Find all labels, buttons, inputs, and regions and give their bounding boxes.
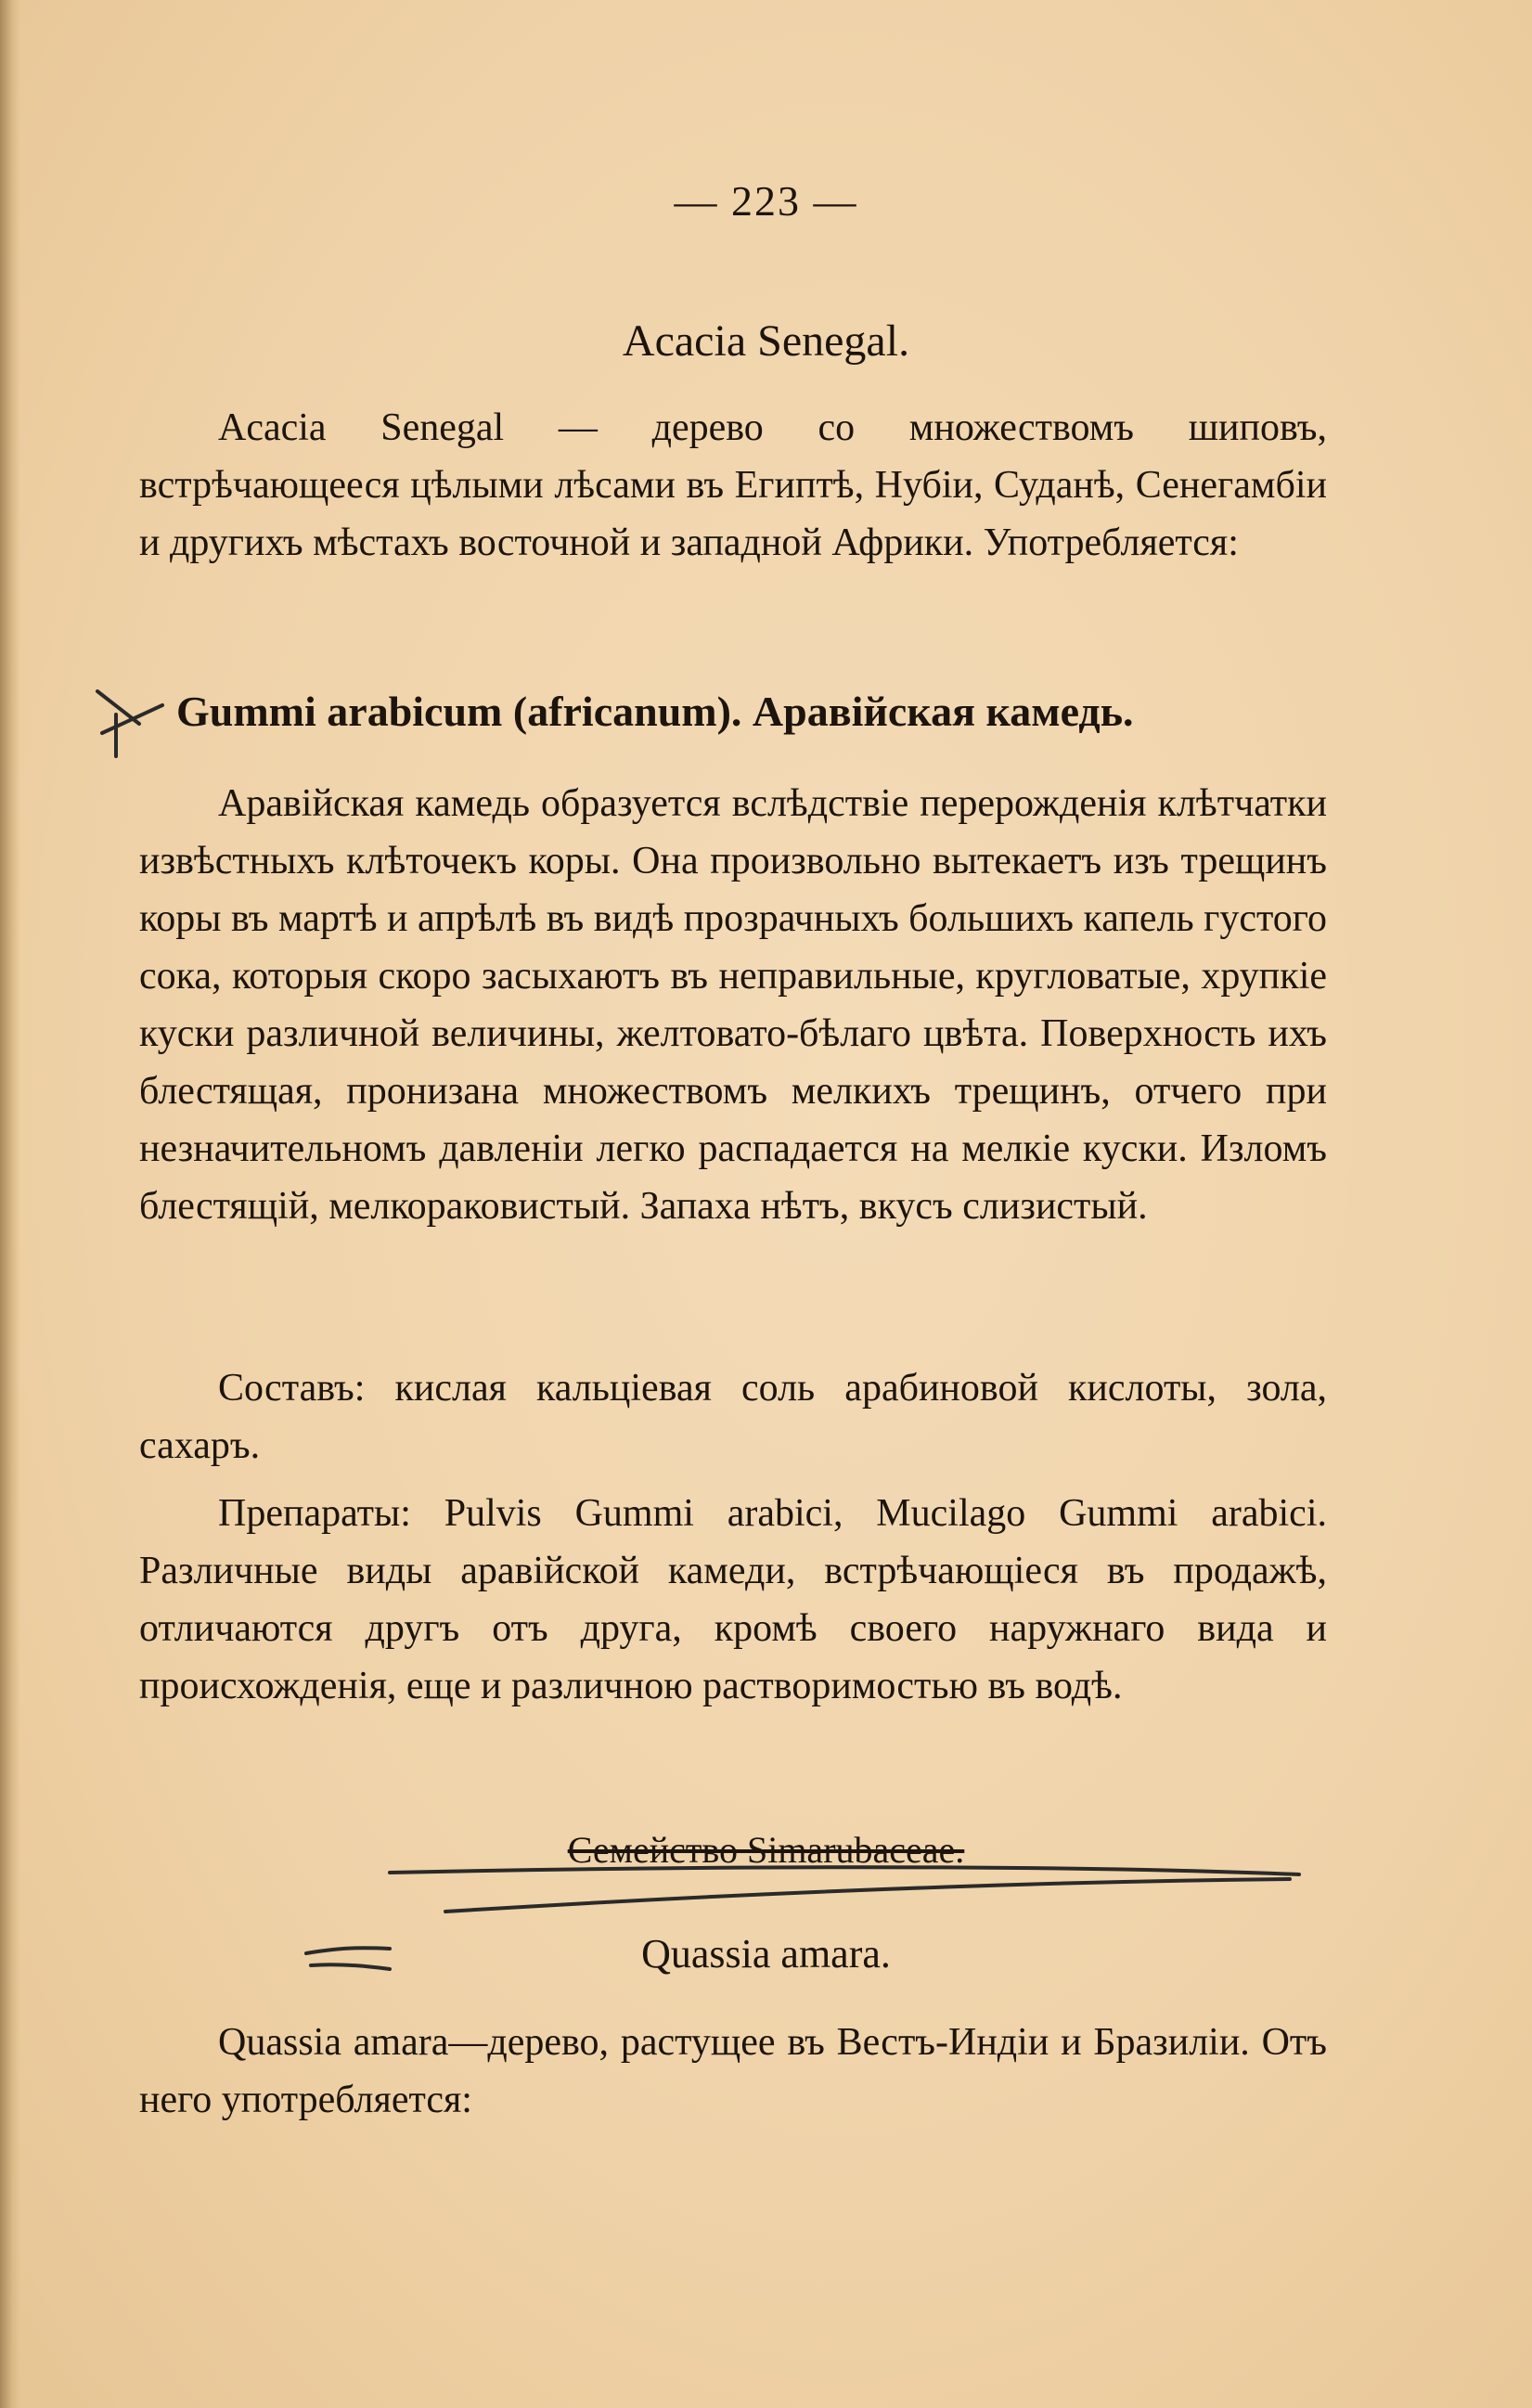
pencil-arrow-stroke-lower <box>311 1964 390 1969</box>
gum-description-text: Аравійская камедь образуется вслѣдствіе перерожденія клѣтчатки извѣстныхъ клѣточекъ коры. Она произвольно вытекаетъ изъ трещинъ коры въ мартѣ и апрѣлѣ въ видѣ прозрачныхъ большихъ капель густого сока, которыя скоро засыхаютъ въ неправильные, кругловатые, хрупкіе куски различной величины, желтовато-бѣлаго цвѣта. Поверхность ихъ блестящая, пронизана множествомъ мелкихъ трещинъ, отчего при незначительномъ давленіи легко распадается на мелкіе куски. Изломъ блестящій, мелкораковистый. Запаха нѣтъ, вкусъ слизистый. <box>139 782 1327 1228</box>
gum-arabic-title: Gummi arabicum (africanum). Аравійская камедь. <box>176 688 1134 735</box>
pencil-cross-mark <box>102 705 162 733</box>
section-title-quassia: Quassia amara. <box>641 1931 891 1977</box>
gum-preparations-text: Препараты: Pulvis Gummi arabici, Mucilago Gummi arabici. Различные виды аравійской камеди, встрѣчающіеся въ продажѣ, отличаются другъ отъ друга, кромѣ своего наружнаго вида и происхожденія, еще и различною растворимостью въ водѣ. <box>139 1492 1327 1707</box>
pencil-curve <box>445 1879 1290 1912</box>
quassia-intro-text: Quassia amara—дерево, растущее въ Вестъ-Индіи и Бразиліи. Отъ него употребляется: <box>139 2021 1327 2121</box>
gum-composition-text: Составъ: кислая кальціевая соль арабиновой кислоты, зола, сахаръ. <box>139 1367 1327 1467</box>
pencil-arrow-stroke <box>306 1948 390 1953</box>
pencil-underline <box>390 1867 1299 1874</box>
page-number: — 223 — <box>674 177 858 225</box>
section-title-acacia: Acacia Senegal. <box>622 316 910 366</box>
family-title-text: Семейство Simarubaceae. <box>567 1829 965 1871</box>
acacia-intro-text: Acacia Senegal — дерево со множествомъ шиповъ, встрѣчающееся цѣлыми лѣсами въ Египтѣ, Нубіи, Суданѣ, Сенегамбіи и другихъ мѣстахъ восточной и западной Африки. Употребляется: <box>139 406 1327 564</box>
